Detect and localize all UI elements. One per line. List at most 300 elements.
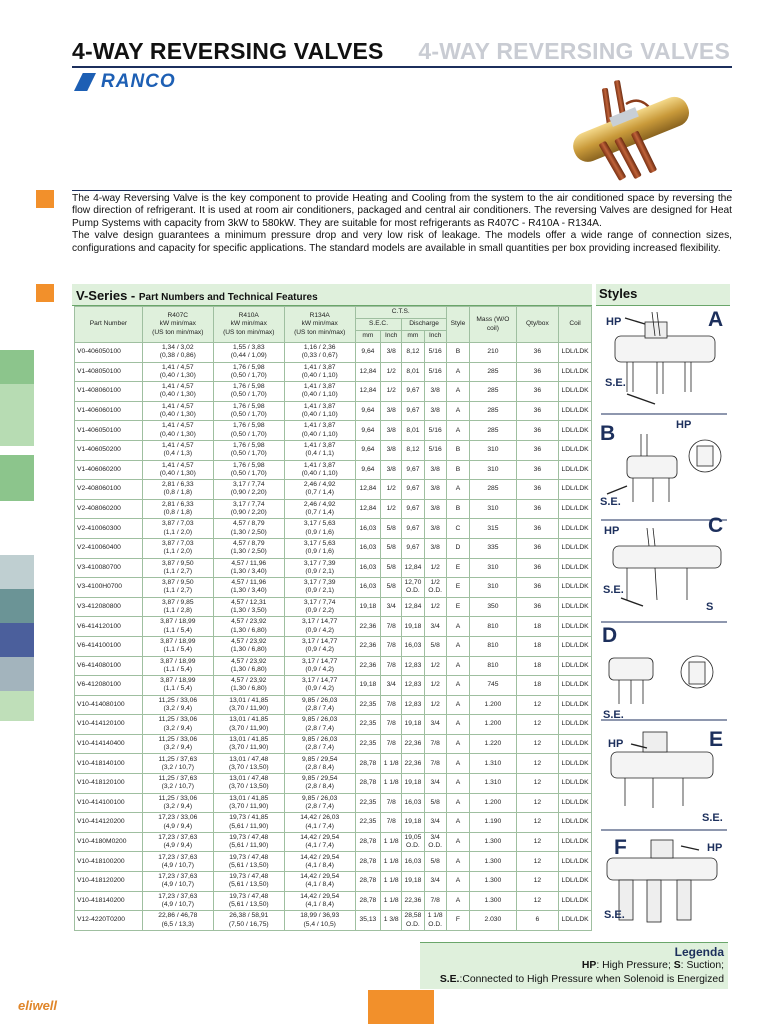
cell-coil: LDL/LDK — [559, 382, 592, 402]
cell-sec-mm: 28,78 — [355, 832, 380, 852]
cell-part-number: V10-414080100 — [75, 695, 143, 715]
cell-coil: LDL/LDK — [559, 774, 592, 794]
cell-dis-mm: 12,83 — [402, 695, 424, 715]
title-bar — [72, 36, 732, 68]
cell-mass: 1.200 — [470, 695, 517, 715]
cell-style: A — [446, 617, 469, 637]
style-e-se-label: S.E. — [702, 812, 723, 824]
cell-style: A — [446, 401, 469, 421]
cell-sec-inch: 1/2 — [381, 382, 402, 402]
cell-r407c: 3,87 / 18,99 (1,1 / 5,4) — [142, 676, 213, 696]
col-header-sec: S.E.C. — [355, 319, 402, 331]
cell-qty: 36 — [516, 597, 558, 617]
cell-dis-mm: 8,12 — [402, 440, 424, 460]
cell-sec-mm: 16,03 — [355, 558, 380, 578]
cell-qty: 36 — [516, 421, 558, 441]
cell-dis-mm: 19,18 — [402, 872, 424, 892]
cell-dis-inch: 3/4 — [424, 715, 446, 735]
cell-part-number: V10-418120100 — [75, 774, 143, 794]
cell-dis-inch: 1/2 — [424, 676, 446, 696]
cell-r134a: 14,42 / 29,54 (4,1 / 8,4) — [284, 891, 355, 911]
cell-r407c: 1,34 / 3,02 (0,38 / 0,86) — [142, 343, 213, 363]
cell-sec-mm: 28,78 — [355, 891, 380, 911]
cell-r407c: 3,87 / 7,03 (1,1 / 2,0) — [142, 538, 213, 558]
table-row — [75, 715, 592, 735]
cell-r410a: 1,76 / 5,98 (0,50 / 1,70) — [213, 382, 284, 402]
cell-part-number: V12-4220T0200 — [75, 911, 143, 931]
cell-sec-mm: 12,84 — [355, 362, 380, 382]
cell-dis-mm: 19,05 O.D. — [402, 832, 424, 852]
table-row — [75, 382, 592, 402]
cell-r134a: 18,99 / 36,93 (5,4 / 10,5) — [284, 911, 355, 931]
cell-mass: 1.300 — [470, 872, 517, 892]
cell-dis-inch: 5/8 — [424, 852, 446, 872]
cell-dis-mm: 8,12 — [402, 343, 424, 363]
cell-r407c: 2,81 / 6,33 (0,8 / 1,8) — [142, 499, 213, 519]
cell-r134a: 9,85 / 26,03 (2,8 / 7,4) — [284, 695, 355, 715]
cell-r134a: 3,17 / 7,39 (0,9 / 2,1) — [284, 558, 355, 578]
cell-r134a: 1,41 / 3,87 (0,40 / 1,10) — [284, 401, 355, 421]
cell-mass: 210 — [470, 343, 517, 363]
table-section-header — [72, 284, 592, 306]
cell-qty: 12 — [516, 852, 558, 872]
cell-style: A — [446, 715, 469, 735]
cell-style: A — [446, 676, 469, 696]
cell-r407c: 3,87 / 9,50 (1,1 / 2,7) — [142, 578, 213, 598]
cell-style: B — [446, 499, 469, 519]
cell-dis-inch: 3/8 — [424, 401, 446, 421]
cell-dis-inch: 3/8 — [424, 460, 446, 480]
cell-style: A — [446, 891, 469, 911]
cell-part-number: V1-408050100 — [75, 362, 143, 382]
col-header-part-number: Part Number — [75, 307, 143, 343]
cell-coil: LDL/LDK — [559, 480, 592, 500]
cell-qty: 12 — [516, 774, 558, 794]
cell-r410a: 13,01 / 41,85 (3,70 / 11,90) — [213, 695, 284, 715]
cell-r134a: 9,85 / 26,03 (2,8 / 7,4) — [284, 793, 355, 813]
cell-r410a: 3,17 / 7,74 (0,90 / 2,20) — [213, 499, 284, 519]
table-row — [75, 636, 592, 656]
ranco-logo — [74, 72, 176, 92]
cell-coil: LDL/LDK — [559, 440, 592, 460]
cell-dis-inch: 5/16 — [424, 362, 446, 382]
cell-r410a: 19,73 / 47,48 (5,61 / 13,50) — [213, 872, 284, 892]
style-c-se-label: S.E. — [603, 584, 624, 596]
cell-part-number: V1-406050100 — [75, 421, 143, 441]
cell-coil: LDL/LDK — [559, 891, 592, 911]
cell-style: A — [446, 695, 469, 715]
cell-dis-mm: 19,18 — [402, 715, 424, 735]
cell-dis-inch: 3/8 — [424, 519, 446, 539]
cell-r407c: 2,81 / 6,33 (0,8 / 1,8) — [142, 480, 213, 500]
table-row — [75, 656, 592, 676]
cell-style: C — [446, 519, 469, 539]
cell-r407c: 3,87 / 9,50 (1,1 / 2,7) — [142, 558, 213, 578]
cell-sec-inch: 5/8 — [381, 578, 402, 598]
cell-style: B — [446, 440, 469, 460]
cell-mass: 810 — [470, 656, 517, 676]
cell-sec-inch: 5/8 — [381, 519, 402, 539]
cell-dis-mm: 16,03 — [402, 852, 424, 872]
cell-sec-mm: 16,03 — [355, 578, 380, 598]
cell-dis-mm: 9,67 — [402, 401, 424, 421]
cell-r410a: 4,57 / 11,96 (1,30 / 3,40) — [213, 578, 284, 598]
cell-r410a: 13,01 / 47,48 (3,70 / 13,50) — [213, 754, 284, 774]
table-row — [75, 362, 592, 382]
cell-part-number: V10-414140400 — [75, 734, 143, 754]
cell-r407c: 17,23 / 37,63 (4,9 / 10,7) — [142, 872, 213, 892]
cell-part-number: V2-410060300 — [75, 519, 143, 539]
cell-part-number: V3-412080800 — [75, 597, 143, 617]
orange-marker-intro — [36, 190, 54, 208]
cell-dis-mm: 22,36 — [402, 734, 424, 754]
table-row — [75, 891, 592, 911]
cell-style: A — [446, 872, 469, 892]
cell-mass: 350 — [470, 597, 517, 617]
table-row — [75, 872, 592, 892]
cell-r410a: 1,76 / 5,98 (0,50 / 1,70) — [213, 460, 284, 480]
cell-dis-mm: 22,36 — [402, 754, 424, 774]
cell-sec-inch: 7/8 — [381, 617, 402, 637]
cell-r134a: 3,17 / 14,77 (0,9 / 4,2) — [284, 636, 355, 656]
cell-mass: 1.200 — [470, 715, 517, 735]
cell-qty: 36 — [516, 382, 558, 402]
cell-mass: 1.300 — [470, 891, 517, 911]
col-header-dis-mm: mm — [402, 331, 424, 343]
style-c-s-label: S — [706, 601, 714, 613]
col-header-r407c: R407C kW min/max (US ton min/max) — [142, 307, 213, 343]
cell-sec-mm: 22,35 — [355, 715, 380, 735]
intro-paragraph-2: The valve design guarantees a minimum pressure drop and very low risk of leakage. The models offer a wide range of connection sizes, configurations and capacity for specific applications. The standard models are available in small quantities per box providing increased flexibility. — [72, 230, 732, 254]
cell-sec-mm: 35,13 — [355, 911, 380, 931]
page-title-ghost: 4-WAY REVERSING VALVES — [418, 38, 730, 64]
cell-dis-mm: 12,83 — [402, 656, 424, 676]
cell-mass: 285 — [470, 421, 517, 441]
cell-style: A — [446, 734, 469, 754]
cell-qty: 36 — [516, 558, 558, 578]
cell-qty: 36 — [516, 538, 558, 558]
cell-r410a: 3,17 / 7,74 (0,90 / 2,20) — [213, 480, 284, 500]
cell-sec-inch: 3/8 — [381, 460, 402, 480]
cell-dis-inch: 1/2 O.D. — [424, 578, 446, 598]
cell-qty: 36 — [516, 499, 558, 519]
cell-qty: 36 — [516, 401, 558, 421]
cell-mass: 310 — [470, 440, 517, 460]
section-title: V-Series - — [76, 288, 139, 303]
col-header-style: Style — [446, 307, 469, 343]
table-row — [75, 519, 592, 539]
table-row — [75, 734, 592, 754]
cell-sec-mm: 28,78 — [355, 852, 380, 872]
cell-r134a: 1,41 / 3,87 (0,4 / 1,1) — [284, 440, 355, 460]
table-row — [75, 499, 592, 519]
cell-sec-mm: 19,18 — [355, 676, 380, 696]
cell-r134a: 3,17 / 5,63 (0,9 / 1,6) — [284, 519, 355, 539]
style-b-se-label: S.E. — [600, 496, 621, 508]
cell-sec-mm: 22,35 — [355, 695, 380, 715]
cell-sec-mm: 19,18 — [355, 597, 380, 617]
cell-sec-mm: 16,03 — [355, 538, 380, 558]
ranco-logo-mark-icon — [74, 73, 98, 91]
cell-dis-mm: 12,83 — [402, 676, 424, 696]
cell-part-number: V10-418120200 — [75, 872, 143, 892]
cell-sec-inch: 1 1/8 — [381, 774, 402, 794]
cell-r410a: 19,73 / 47,48 (5,61 / 13,50) — [213, 891, 284, 911]
cell-sec-inch: 7/8 — [381, 793, 402, 813]
cell-dis-mm: 22,36 — [402, 891, 424, 911]
cell-r410a: 1,76 / 5,98 (0,50 / 1,70) — [213, 362, 284, 382]
cell-coil: LDL/LDK — [559, 538, 592, 558]
cell-coil: LDL/LDK — [559, 578, 592, 598]
cell-dis-inch: 3/8 — [424, 480, 446, 500]
cell-r407c: 17,23 / 37,63 (4,9 / 10,7) — [142, 852, 213, 872]
cell-part-number: V1-406060200 — [75, 460, 143, 480]
cell-mass: 1.310 — [470, 774, 517, 794]
cell-part-number: V1-406050200 — [75, 440, 143, 460]
cell-sec-mm: 22,35 — [355, 734, 380, 754]
cell-dis-inch: 7/8 — [424, 754, 446, 774]
style-f-se-label: S.E. — [604, 909, 625, 921]
cell-r410a: 26,38 / 58,91 (7,50 / 16,75) — [213, 911, 284, 931]
table-row — [75, 911, 592, 931]
cell-style: E — [446, 597, 469, 617]
cell-dis-inch: 5/8 — [424, 636, 446, 656]
cell-r407c: 11,25 / 37,63 (3,2 / 10,7) — [142, 754, 213, 774]
section-subtitle: Part Numbers and Technical Features — [138, 292, 318, 303]
table-row — [75, 774, 592, 794]
cell-dis-inch: 3/4 — [424, 774, 446, 794]
cell-r407c: 11,25 / 33,06 (3,2 / 9,4) — [142, 793, 213, 813]
cell-sec-mm: 16,03 — [355, 519, 380, 539]
table-row — [75, 343, 592, 363]
cell-dis-inch: 3/4 — [424, 872, 446, 892]
cell-r407c: 3,87 / 18,99 (1,1 / 5,4) — [142, 636, 213, 656]
cell-dis-mm: 9,67 — [402, 538, 424, 558]
cell-dis-mm: 9,67 — [402, 480, 424, 500]
cell-dis-mm: 19,18 — [402, 813, 424, 833]
cell-coil: LDL/LDK — [559, 499, 592, 519]
cell-mass: 810 — [470, 617, 517, 637]
cell-part-number: V1-408060100 — [75, 382, 143, 402]
cell-dis-inch: 1/2 — [424, 656, 446, 676]
cell-sec-inch: 7/8 — [381, 656, 402, 676]
cell-coil: LDL/LDK — [559, 343, 592, 363]
table-row — [75, 480, 592, 500]
cell-dis-mm: 9,67 — [402, 382, 424, 402]
cell-dis-mm: 12,70 O.D. — [402, 578, 424, 598]
style-f-hp-label: HP — [707, 842, 723, 854]
deco-block-green-5 — [0, 691, 34, 721]
cell-r134a: 9,85 / 26,03 (2,8 / 7,4) — [284, 715, 355, 735]
cell-style: F — [446, 911, 469, 931]
cell-dis-inch: 5/16 — [424, 343, 446, 363]
col-header-discharge: Discharge — [402, 319, 446, 331]
cell-part-number: V0-406050100 — [75, 343, 143, 363]
cell-qty: 18 — [516, 636, 558, 656]
cell-r134a: 1,41 / 3,87 (0,40 / 1,10) — [284, 362, 355, 382]
cell-style: A — [446, 656, 469, 676]
table-row — [75, 754, 592, 774]
cell-style: A — [446, 754, 469, 774]
cell-sec-inch: 1/2 — [381, 480, 402, 500]
cell-r407c: 11,25 / 33,06 (3,2 / 9,4) — [142, 734, 213, 754]
cell-sec-mm: 22,35 — [355, 793, 380, 813]
cell-sec-inch: 1/2 — [381, 499, 402, 519]
cell-r410a: 4,57 / 12,31 (1,30 / 3,50) — [213, 597, 284, 617]
style-a-se-label: S.E. — [605, 377, 626, 389]
table-row — [75, 558, 592, 578]
cell-coil: LDL/LDK — [559, 911, 592, 931]
deco-block-gray-1 — [0, 555, 34, 589]
cell-style: A — [446, 421, 469, 441]
cell-sec-mm: 28,78 — [355, 774, 380, 794]
cell-part-number: V10-414100100 — [75, 793, 143, 813]
cell-mass: 310 — [470, 558, 517, 578]
cell-mass: 335 — [470, 538, 517, 558]
cell-part-number: V3-410080700 — [75, 558, 143, 578]
cell-sec-inch: 1/2 — [381, 362, 402, 382]
cell-dis-inch: 1/2 — [424, 597, 446, 617]
cell-r134a: 14,42 / 29,54 (4,1 / 8,4) — [284, 852, 355, 872]
intro-text — [72, 190, 732, 255]
cell-sec-mm: 9,64 — [355, 421, 380, 441]
cell-qty: 36 — [516, 519, 558, 539]
cell-mass: 1.310 — [470, 754, 517, 774]
cell-qty: 18 — [516, 617, 558, 637]
ranco-logo-text: RANCO — [101, 71, 176, 92]
cell-r407c: 1,41 / 4,57 (0,40 / 1,30) — [142, 362, 213, 382]
cell-coil: LDL/LDK — [559, 362, 592, 382]
cell-mass: 1.190 — [470, 813, 517, 833]
cell-dis-inch: 1/2 — [424, 558, 446, 578]
cell-qty: 12 — [516, 793, 558, 813]
cell-mass: 310 — [470, 578, 517, 598]
table-row — [75, 852, 592, 872]
cell-r134a: 3,17 / 5,63 (0,9 / 1,6) — [284, 538, 355, 558]
cell-r134a: 3,17 / 7,39 (0,9 / 2,1) — [284, 578, 355, 598]
cell-style: A — [446, 382, 469, 402]
table-row — [75, 676, 592, 696]
cell-r407c: 17,23 / 37,63 (4,9 / 9,4) — [142, 832, 213, 852]
cell-dis-mm: 16,03 — [402, 636, 424, 656]
footer-orange-block — [368, 990, 434, 1024]
cell-sec-inch: 3/8 — [381, 421, 402, 441]
cell-r407c: 1,41 / 4,57 (0,40 / 1,30) — [142, 460, 213, 480]
style-letter-c: C — [708, 514, 724, 537]
cell-r407c: 1,41 / 4,57 (0,4 / 1,3) — [142, 440, 213, 460]
style-c-hp-label: HP — [604, 525, 620, 537]
table-row — [75, 813, 592, 833]
cell-part-number: V10-418100200 — [75, 852, 143, 872]
cell-coil: LDL/LDK — [559, 460, 592, 480]
eliwell-logo: eliwell — [18, 998, 58, 1013]
cell-sec-inch: 3/8 — [381, 440, 402, 460]
col-header-r134a: R134A kW min/max (US ton min/max) — [284, 307, 355, 343]
col-header-cts: C.T.S. — [355, 307, 446, 319]
cell-part-number: V2-408060100 — [75, 480, 143, 500]
cell-r410a: 1,76 / 5,98 (0,50 / 1,70) — [213, 440, 284, 460]
cell-qty: 36 — [516, 343, 558, 363]
cell-r410a: 4,57 / 23,92 (1,30 / 6,80) — [213, 617, 284, 637]
cell-dis-inch: 5/8 — [424, 793, 446, 813]
cell-coil: LDL/LDK — [559, 617, 592, 637]
cell-part-number: V10-414120200 — [75, 813, 143, 833]
cell-dis-mm: 9,67 — [402, 460, 424, 480]
cell-qty: 12 — [516, 734, 558, 754]
cell-style: A — [446, 832, 469, 852]
cell-r134a: 2,46 / 4,92 (0,7 / 1,4) — [284, 499, 355, 519]
cell-r407c: 22,86 / 46,78 (6,5 / 13,3) — [142, 911, 213, 931]
cell-r407c: 3,87 / 18,99 (1,1 / 5,4) — [142, 617, 213, 637]
cell-sec-mm: 9,64 — [355, 440, 380, 460]
legend-line-2: S.E.:Connected to High Pressure when Solenoid is Energized — [439, 974, 724, 985]
style-letter-a: A — [708, 308, 724, 331]
table-row — [75, 401, 592, 421]
cell-qty: 12 — [516, 872, 558, 892]
style-b-hp-label: HP — [676, 419, 692, 431]
orange-marker-table — [36, 284, 54, 302]
part-numbers-table — [74, 306, 592, 931]
table-row — [75, 597, 592, 617]
cell-sec-inch: 5/8 — [381, 538, 402, 558]
col-header-r410a: R410A kW min/max (US ton min/max) — [213, 307, 284, 343]
cell-sec-inch: 3/8 — [381, 343, 402, 363]
cell-coil: LDL/LDK — [559, 676, 592, 696]
cell-part-number: V6-414100100 — [75, 636, 143, 656]
cell-mass: 285 — [470, 480, 517, 500]
cell-sec-inch: 7/8 — [381, 636, 402, 656]
cell-r410a: 4,57 / 8,79 (1,30 / 2,50) — [213, 519, 284, 539]
cell-r407c: 1,41 / 4,57 (0,40 / 1,30) — [142, 421, 213, 441]
cell-mass: 1.220 — [470, 734, 517, 754]
style-letter-b: B — [600, 422, 616, 445]
cell-r410a: 19,73 / 41,85 (5,61 / 11,90) — [213, 813, 284, 833]
cell-dis-mm: 8,01 — [402, 362, 424, 382]
cell-sec-mm: 9,64 — [355, 343, 380, 363]
cell-style: A — [446, 480, 469, 500]
style-a-hp-label: HP — [606, 316, 622, 328]
cell-qty: 12 — [516, 695, 558, 715]
cell-sec-inch: 1 1/8 — [381, 832, 402, 852]
table-row — [75, 617, 592, 637]
deco-block-green-1 — [0, 350, 34, 384]
cell-r410a: 13,01 / 41,85 (3,70 / 11,90) — [213, 715, 284, 735]
cell-coil: LDL/LDK — [559, 695, 592, 715]
cell-sec-inch: 1 1/8 — [381, 872, 402, 892]
cell-sec-inch: 1 1/8 — [381, 891, 402, 911]
table-row — [75, 695, 592, 715]
table-row — [75, 460, 592, 480]
cell-r407c: 11,25 / 33,06 (3,2 / 9,4) — [142, 715, 213, 735]
cell-r410a: 19,73 / 47,48 (5,61 / 13,50) — [213, 852, 284, 872]
styles-header: Styles — [596, 284, 730, 306]
deco-block-teal-1 — [0, 589, 34, 623]
cell-dis-inch: 3/4 — [424, 813, 446, 833]
cell-r410a: 4,57 / 23,92 (1,30 / 6,80) — [213, 636, 284, 656]
cell-coil: LDL/LDK — [559, 734, 592, 754]
cell-mass: 285 — [470, 382, 517, 402]
cell-qty: 12 — [516, 754, 558, 774]
cell-dis-inch: 3/8 — [424, 382, 446, 402]
cell-style: D — [446, 538, 469, 558]
cell-coil: LDL/LDK — [559, 793, 592, 813]
cell-r407c: 1,41 / 4,57 (0,40 / 1,30) — [142, 401, 213, 421]
cell-part-number: V10-418140100 — [75, 754, 143, 774]
cell-dis-inch: 3/8 — [424, 538, 446, 558]
cell-dis-inch: 1/2 — [424, 695, 446, 715]
style-letter-e: E — [709, 728, 724, 751]
cell-qty: 12 — [516, 891, 558, 911]
